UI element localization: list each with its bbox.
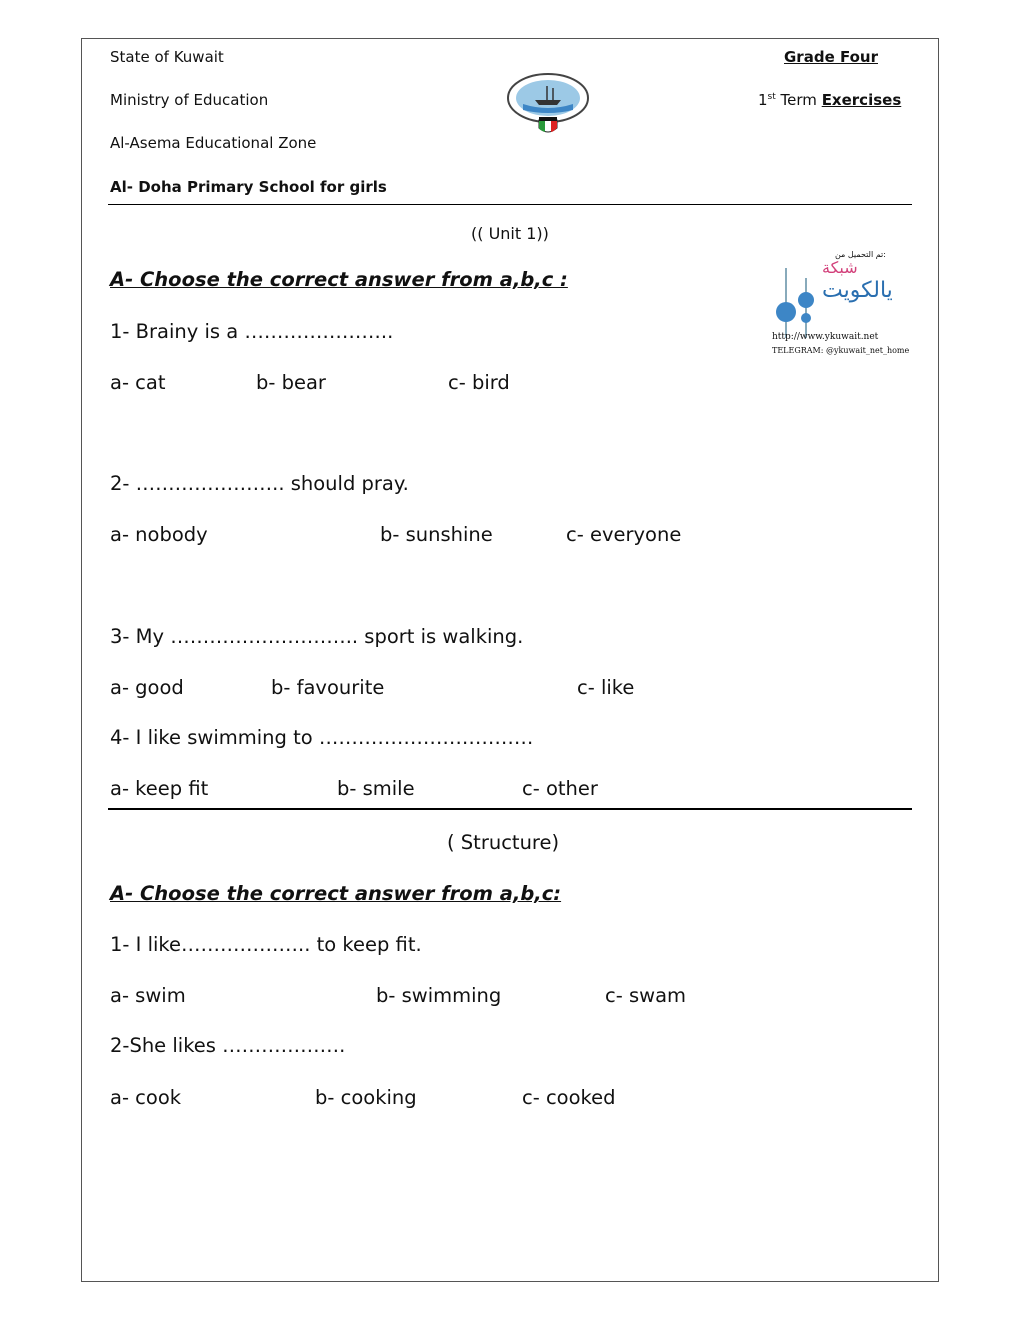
header-ministry: Ministry of Education [110, 91, 269, 109]
header-school: Al- Doha Primary School for girls [110, 178, 387, 196]
option-a: a- good [110, 676, 184, 699]
watermark-line3: يالكويت [822, 278, 893, 303]
structure-question-1: 1- I like……………….. to keep fit. [110, 933, 422, 956]
header-state: State of Kuwait [110, 48, 224, 66]
exercises-label: Exercises [821, 91, 902, 109]
option-a: a- swim [110, 984, 186, 1007]
ykuwait-watermark-logo [766, 246, 910, 370]
option-b: b- sunshine [380, 523, 493, 546]
term-label [758, 91, 901, 109]
grade-label: Grade Four [784, 48, 878, 66]
question-3: 3- My ……………………….. sport is walking. [110, 625, 524, 648]
watermark-line1: تم التحميل من: [834, 250, 886, 259]
kuwait-emblem-icon [503, 70, 593, 136]
term-suffix: st [767, 92, 776, 102]
option-a: a- keep fit [110, 777, 209, 800]
section1-instruction: A- Choose the correct answer from a,b,c : [110, 268, 568, 291]
option-b: b- bear [256, 371, 326, 394]
option-b: b- swimming [376, 984, 502, 1007]
option-c: c- like [577, 676, 635, 699]
section2-instruction: A- Choose the correct answer from a,b,c: [110, 882, 562, 905]
option-c: c- other [522, 777, 598, 800]
watermark-line2: شبكة [822, 258, 858, 277]
option-b: b- cooking [315, 1086, 417, 1109]
option-c: c- everyone [566, 523, 682, 546]
header-divider [108, 204, 912, 205]
unit-title: (( Unit 1)) [471, 224, 549, 243]
option-b: b- smile [337, 777, 415, 800]
watermark-url: http://www.ykuwait.net [772, 332, 879, 342]
section-divider [108, 808, 912, 810]
question-1: 1- Brainy is a ………………….. [110, 320, 394, 343]
structure-title: ( Structure) [447, 831, 560, 854]
kuwait-towers-icon [770, 268, 830, 338]
watermark-telegram: TELEGRAM: @ykuwait_net_home [772, 346, 910, 355]
structure-question-2: 2-She likes ………………. [110, 1034, 346, 1057]
option-c: c- swam [605, 984, 687, 1007]
term-number: 1 [758, 91, 768, 109]
option-c: c- bird [448, 371, 510, 394]
question-2: 2- ………………….. should pray. [110, 472, 409, 495]
option-a: a- cook [110, 1086, 182, 1109]
question-4: 4- I like swimming to …………………………… [110, 726, 534, 749]
term-word: Term [780, 91, 817, 109]
header-zone: Al-Asema Educational Zone [110, 134, 317, 152]
option-c: c- cooked [522, 1086, 616, 1109]
option-b: b- favourite [271, 676, 385, 699]
option-a: a- cat [110, 371, 166, 394]
option-a: a- nobody [110, 523, 208, 546]
